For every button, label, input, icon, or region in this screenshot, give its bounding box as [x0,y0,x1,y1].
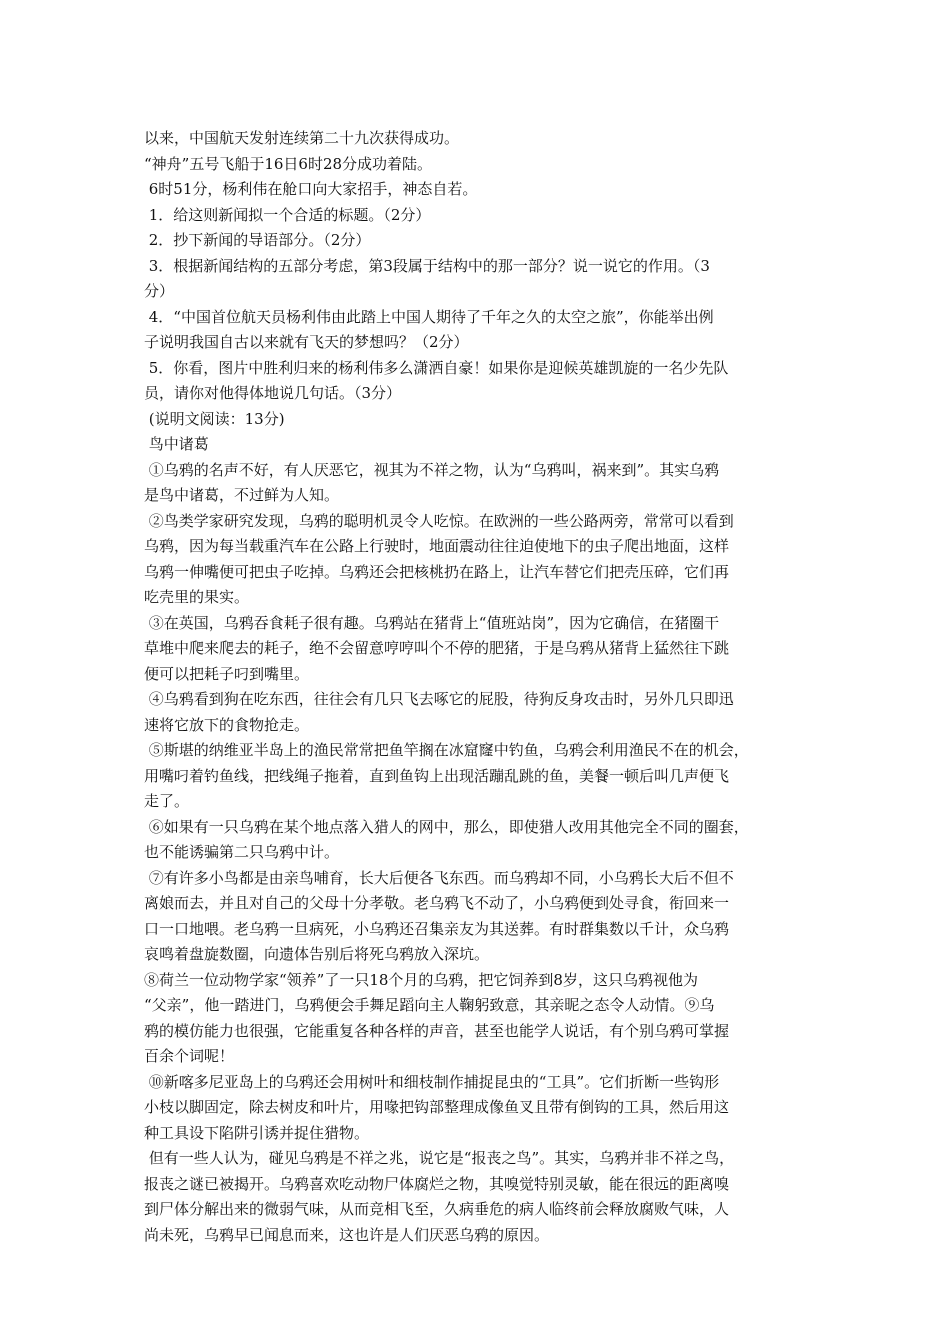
paragraph-line: ④乌鸦看到狗在吃东西，往往会有几只飞去啄它的屁股，待狗反身攻击时，另外几只即迅 [144,690,734,708]
paragraph-line: “父亲”，他一踏进门，乌鸦便会手舞足蹈向主人鞠躬致意，其亲昵之态令人动情。⑨乌 [144,996,715,1014]
article-body [144,458,817,1249]
paragraph-line: ①乌鸦的名声不好，有人厌恶它，视其为不祥之物，认为“乌鸦叫，祸来到”。其实乌鸦 [144,460,720,479]
question-line: 员，请你对他得体地说几句话。（3分） [144,384,402,402]
question-line: 3．根据新闻结构的五部分考虑，第3段属于结构中的那一部分？说一说它的作用。（3 [144,256,710,275]
question-line: 分） [144,282,175,300]
paragraph-line: 尚未死，乌鸦早已闻息而来，这也许是人们厌恶乌鸦的原因。 [144,1225,550,1244]
paragraph-line: ⑥如果有一只乌鸦在某个地点落入猎人的网中，那么，即使猎人改用其他完全不同的圈套， [144,817,749,836]
section-heading: (说明文阅读：13分) [144,409,285,428]
question-line: 1．给这则新闻拟一个合适的标题。（2分） [144,205,431,224]
news-line: 6时51分，杨利伟在舱口向大家招手，神态自若。 [144,180,478,198]
paragraph-line: 哀鸣着盘旋数圈，向遗体告别后将死乌鸦放入深坑。 [144,945,490,963]
paragraph-line: 离娘而去，并且对自己的父母十分孝敬。老乌鸦飞不动了，小乌鸦便到处寻食，衔回来一 [144,894,730,912]
paragraph-line: 速将它放下的食物抢走。 [144,715,310,734]
article-title: 鸟中诸葛 [144,435,209,453]
paragraph-line: 走了。 [144,792,190,810]
paragraph-line: 口一口地喂。老乌鸦一旦病死，小乌鸦还召集亲友为其送葬。有时群集数以千计，众乌鸦 [144,919,730,938]
news-line: “神舟”五号飞船于16日6时28分成功着陆。 [144,154,433,173]
paragraph-line: 小枝以脚固定，除去树皮和叶片，用喙把钩部整理成像鱼叉且带有倒钩的工具，然后用这 [144,1098,730,1116]
paragraph-line: 是鸟中诸葛，不过鲜为人知。 [144,486,340,504]
paragraph-line: 报丧之谜已被揭开。乌鸦喜欢吃动物尸体腐烂之物，其嗅觉特别灵敏，能在很远的距离嗅 [144,1174,730,1193]
paragraph-line: ⑤斯堪的纳维亚半岛上的渔民常常把鱼竿搁在冰窟窿中钓鱼，乌鸦会利用渔民不在的机会， [144,741,749,759]
paragraph-line: 鸦的模仿能力也很强，它能重复各种各样的声音，甚至也能学人说话，有个别乌鸦可掌握 [144,1021,730,1040]
paragraph-line: 乌鸦，因为每当载重汽车在公路上行驶时，地面震动往往迫使地下的虫子爬出地面，这样 [144,537,730,555]
paragraph-line: ⑧荷兰一位动物学家“领养”了一只18个月的乌鸦，把它饲养到8岁，这只乌鸦视他为 [144,970,698,989]
question-line: 子说明我国自古以来就有飞天的梦想吗？（2分） [144,333,469,351]
paragraph-line: 用嘴叼着钓鱼线，把线绳子拖着，直到鱼钩上出现活蹦乱跳的鱼，美餐一顿后叫几声便飞 [144,766,730,785]
paragraph-line: 乌鸦一伸嘴便可把虫子吃掉。乌鸦还会把核桃扔在路上，让汽车替它们把壳压碎，它们再 [144,562,730,581]
paragraph-line: 便可以把耗子叼到嘴里。 [144,664,310,683]
document-page [144,126,817,1248]
news-line: 以来，中国航天发射连续第二十九次获得成功。 [144,129,460,147]
paragraph-line: ②鸟类学家研究发现，乌鸦的聪明机灵令人吃惊。在欧洲的一些公路两旁，常常可以看到 [144,511,734,530]
paragraph-line: 吃壳里的果实。 [144,588,250,606]
question-line: 5．你看，图片中胜利归来的杨利伟多么潇洒自豪！如果你是迎候英雄凯旋的一名少先队 [144,358,729,377]
paragraph-line: 草堆中爬来爬去的耗子，绝不会留意哼哼叫个不停的肥猪，于是乌鸦从猪背上猛然往下跳 [144,639,730,657]
paragraph-line: ③在英国，乌鸦吞食耗子很有趣。乌鸦站在猪背上“值班站岗”，因为它确信，在猪圈干 [144,613,720,632]
question-line: 2．抄下新闻的导语部分。（2分） [144,231,371,249]
paragraph-line: 百余个词呢！ [144,1047,235,1065]
paragraph-line: ⑦有许多小鸟都是由亲鸟哺育，长大后便各飞东西。而乌鸦却不同，小乌鸦长大后不但不 [144,868,734,887]
paragraph-line: 但有一些人认为，碰见乌鸦是不祥之兆，说它是“报丧之鸟”。其实，乌鸦并非不祥之鸟， [144,1149,735,1167]
question-line: 4．“中国首位航天员杨利伟由此踏上中国人期待了千年之久的太空之旅”，你能举出例 [144,307,714,326]
news-excerpt [144,126,817,203]
paragraph-line: 种工具设下陷阱引诱并捉住猎物。 [144,1123,370,1142]
question-list [144,203,817,407]
paragraph-line: 也不能诱骗第二只乌鸦中计。 [144,843,340,861]
paragraph-line: ⑩新喀多尼亚岛上的乌鸦还会用树叶和细枝制作捕捉昆虫的“工具”。它们折断一些钩形 [144,1072,720,1091]
paragraph-line: 到尸体分解出来的微弱气味，从而竞相飞至，久病垂危的病人临终前会释放腐败气味，人 [144,1200,730,1218]
